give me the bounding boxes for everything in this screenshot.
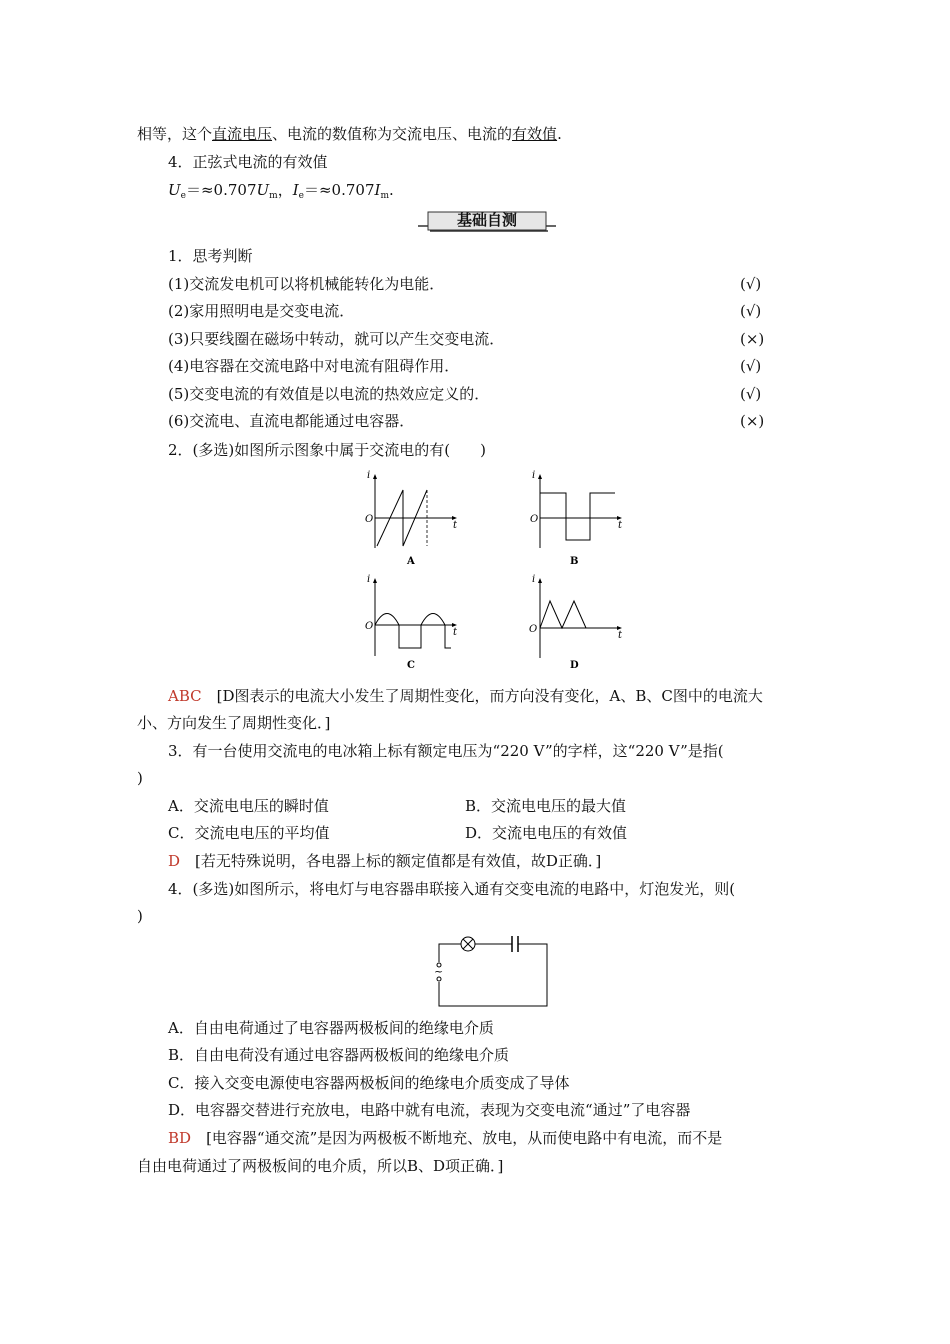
text: . [557, 125, 562, 143]
text: 相等，这个 [137, 125, 213, 143]
text: 、电流的数值称为交流电压、电流的 [272, 125, 513, 143]
q3-explanation [168, 851, 601, 871]
item4-title: 4．正弦式电流的有效值 [168, 153, 328, 171]
q4-explanation-cont: 自由电荷通过了两极板间的电介质，所以B、D项正确．] [137, 1157, 504, 1175]
intro-line [137, 124, 562, 144]
origin-label: O [365, 621, 374, 632]
q3-option-d: D．交流电电压的有效值 [465, 824, 628, 842]
origin-label: O [529, 624, 538, 635]
axis-t-label: t [453, 520, 458, 531]
subscript: e [180, 191, 186, 201]
axis-i-label: i [367, 470, 371, 481]
wire [439, 944, 547, 1006]
q1-item: (2)家用照明电是交变电流． [168, 302, 355, 320]
symbol-i: I [292, 181, 299, 199]
graph-a [365, 470, 458, 567]
axis-i-label: i [532, 470, 536, 481]
q3-option-c: C．交流电电压的平均值 [168, 824, 330, 842]
q2-graphs [355, 468, 635, 678]
section-banner [418, 210, 556, 232]
q4-option-d: D．电容器交替进行充放电，电路中就有电流，表现为交变电流“通过”了电容器 [168, 1101, 691, 1119]
q1-mark: (×) [740, 412, 765, 430]
q2-explanation [168, 686, 763, 706]
q4-option-a: A．自由电荷通过了电容器两极板间的绝缘电介质 [168, 1019, 494, 1037]
explanation-text: [D图表示的电流大小发生了周期性变化，而方向没有变化，A、B、C图中的电流大 [216, 687, 763, 705]
subscript: e [298, 191, 304, 201]
graph-c [365, 574, 458, 671]
axis-t-label: t [618, 520, 623, 531]
symbol-u: U [168, 181, 181, 199]
q2-explanation-cont: 小、方向发生了周期性变化．] [137, 714, 331, 732]
graph-label: D [570, 660, 579, 671]
answer-key: D [168, 852, 181, 870]
axis-i-label: i [367, 574, 371, 585]
graph-b [530, 470, 623, 567]
q1-mark: (√) [740, 275, 762, 293]
wire [439, 944, 461, 962]
square-wave [540, 493, 615, 540]
graph-label: A [407, 556, 415, 567]
q4-option-c: C．接入交变电源使电容器两极板间的绝缘电介质变成了导体 [168, 1074, 570, 1092]
q3-option-a: A．交流电电压的瞬时值 [168, 797, 329, 815]
text: ， [277, 181, 293, 199]
symbol-i: I [374, 181, 381, 199]
ac-source-icon: ~ [434, 965, 444, 978]
explanation-text: [若无特殊说明，各电器上标的额定值都是有效值，故D正确．] [195, 852, 602, 870]
arrowhead [373, 474, 377, 479]
q3-option-b: B．交流电电压的最大值 [465, 797, 627, 815]
q1-mark: (√) [740, 302, 762, 320]
origin-label: O [530, 514, 539, 525]
banner-title: 基础自测 [456, 211, 517, 229]
text: ＝≈0.707 [303, 181, 375, 199]
answer-key: BD [168, 1129, 192, 1147]
underlined-term: 直流电压 [212, 125, 273, 143]
q1-item: (3)只要线圈在磁场中转动，就可以产生交变电流． [168, 330, 505, 348]
q1-title: 1．思考判断 [168, 247, 253, 265]
q2-title: 2．(多选)如图所示图象中属于交流电的有( ) [168, 441, 486, 459]
graph-label: B [570, 556, 579, 567]
q4-title-cont: ) [137, 907, 143, 925]
q1-item: (4)电容器在交流电路中对电流有阻碍作用． [168, 357, 460, 375]
answer-key: ABC [168, 687, 202, 705]
arrowhead [538, 474, 542, 479]
rms-formula [168, 180, 394, 206]
q4-explanation [168, 1128, 722, 1148]
q1-mark: (√) [740, 357, 762, 375]
q1-item: (1)交流发电机可以将机械能转化为电能． [168, 275, 445, 293]
q1-mark: (√) [740, 385, 762, 403]
q1-item: (6)交流电、直流电都能通过电容器． [168, 412, 415, 430]
q4-title: 4．(多选)如图所示，将电灯与电容器串联接入通有交变电流的电路中，灯泡发光，则( [168, 880, 736, 898]
triangle-wave [540, 601, 586, 628]
text: . [388, 181, 394, 199]
arrowhead [538, 578, 542, 583]
half-wave-curve [375, 614, 451, 649]
underlined-term: 有效值 [512, 125, 558, 143]
arrowhead [373, 578, 377, 583]
subscript: m [380, 191, 389, 201]
q1-item: (5)交变电流的有效值是以电流的热效应定义的． [168, 385, 490, 403]
explanation-text: [电容器“通交流”是因为两极板不断地充、放电，从而使电路中有电流，而不是 [206, 1129, 723, 1147]
q3-title: 3．有一台使用交流电的电冰箱上标有额定电压为“220 V”的字样，这“220 V”是指( [168, 742, 724, 760]
axis-t-label: t [453, 627, 458, 638]
q1-mark: (×) [740, 330, 765, 348]
graph-label: C [407, 660, 415, 671]
symbol-u: U [256, 181, 270, 199]
axis-t-label: t [618, 630, 623, 641]
subscript: m [269, 191, 278, 201]
text: ＝≈0.707 [185, 181, 257, 199]
q4-option-b: B．自由电荷没有通过电容器两极板间的绝缘电介质 [168, 1046, 510, 1064]
graph-d [529, 574, 623, 671]
q3-title-cont: ) [137, 769, 143, 787]
circuit-diagram [425, 930, 555, 1010]
axis-i-label: i [532, 574, 536, 585]
origin-label: O [365, 514, 374, 525]
